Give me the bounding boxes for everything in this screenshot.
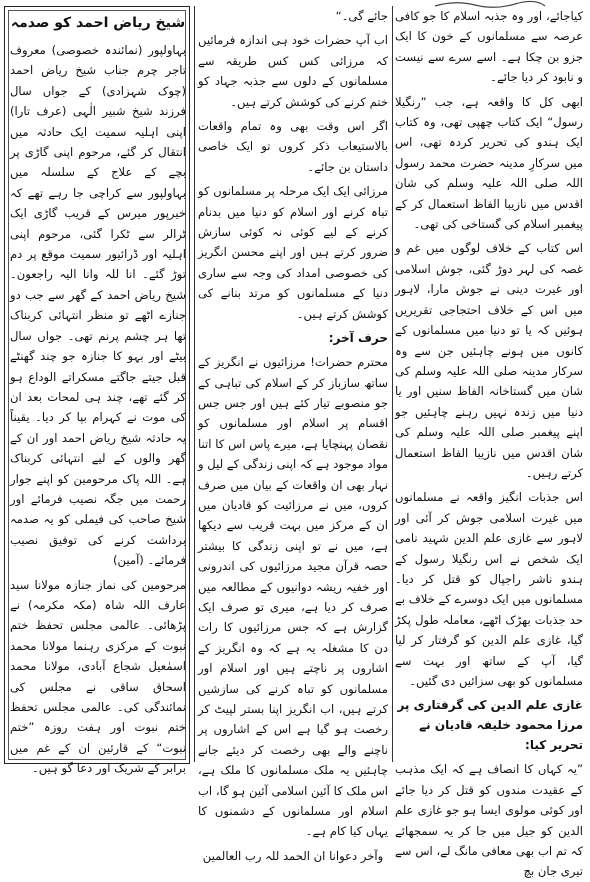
article-paragraph: کیاجائے، اور وہ جذبہ اسلام کا جو کافی عرصہ سے مسلمانوں کے خون کا ایک جزو بن چکا ہے۔ اسے سرے سے نیست و نابود کر دیا جائے۔ <box>395 9 583 85</box>
section-heading-final-word: حرف آخر: <box>328 331 388 346</box>
news-paragraph: بہاولپور (نمائندہ خصوصی) معروف تاجر چرم جناب شیخ ریاض احمد (چوک شہزادی) کے جواں سال فرزند شیخ شبیر الٰہی (عرف تارا) اپنی اہلیہ سمیت ایک حادثہ میں انتقال کر گئے، مرحوم اپنی گاڑی پر بچے کے علاج کے سلسلہ میں بہاولپور سے کراچی جا رہے تھے کہ خیرپور میرس کے قریب گاڑی ایک ٹرالر سے ٹکرا گئی، مرحوم اپنی اہلیہ اور ڈرائیور سمیت موقع پر دم توڑ گئے۔ انا للہ وانا الیہ راجعون۔ شیخ ریاض احمد کے گھر سے جب دو جنازے اٹھے تو منظر انتہائی کربناک تھا ہر چشم پرنم تھی۔ جواں سال بیٹے اور بہو کا جنازہ جو چند گھنٹے قبل جیتے جاگتے مسکراتے الوداع ہو کر گئے تھے، چند ہی لمحات بعد ان کی موت نے کہرام بپا کر دیا۔ یقیناً یہ حادثہ شیخ ریاض احمد اور ان کے گھر والوں کے لیے انتہائی کربناک ہے۔ اللہ پاک مرحومین کو اپنے جوار رحمت میں جگہ نصیب فرمائے اور شیخ صاحب کی فیملی کو یہ صدمہ برداشت کرنے کی توفیق نصیب فرمائے۔ (آمین) <box>10 43 186 568</box>
news-box <box>10 6 186 776</box>
article-paragraph: اب آپ حضرات خود ہی اندازہ فرمائیں کہ مرزائی کس کس طریقہ سے مسلمانوں کے دلوں سے جذبہ جہاد کو ختم کرنے کی کوشش کرتے ہیں۔ <box>198 33 388 109</box>
article-paragraph: محترم حضرات! مرزائیوں نے انگریز کے ساتھ سازباز کر کے اسلام کی تباہی کے جو منصوبے تیار کئے ہیں اور جس جس اقسام پر اسلام اور مسلمانوں کو نقصان پہنچایا ہے، میرے پاس اس کا اتنا مواد موجود ہے کہ اپنی زندگی کے لیل و نہار بھی ان واقعات کے بیان میں صرف کروں، میں نے مرزائیت کو قادیان میں ان کے مرکز میں بہت قریب سے دیکھا ہے، میں نے تو اپنی زندگی کا بیشتر حصہ قرآن مجید مرزائیوں کی اندرونی اور خفیہ ریشہ دوانیوں کے مطالعہ میں صرف کر دیا ہے، میری تو صرف ایک گزارش ہے کہ جس مرزائیوں کا رات دن کا مشغلہ یہ ہے کہ وہ انگریز کے اشاروں پر ناچتے ہیں اور اسلام اور مسلمانوں کو تباہ کرنے کی سازشیں کرتے ہیں، اب انگریز اپنا بستر لپیٹ کر رخصت ہو گیا ہے اس کے اشاروں پر ناچنے والے بھی رخصت کر دیئے جانے چاہئیں یہ ملک مسلمانوں کا ملک ہے، اس ملک کا آئین اسلامی آئین ہو گا، اب اسلام اور مسلمانوں کے دشمنوں کا یہاں کیا کام ہے۔ <box>198 355 388 839</box>
article-paragraph: اس کتاب کے خلاف لوگوں میں غم و غصہ کی لہر دوڑ گئی، جوش اسلامی اور غیرت دینی نے جوش مارا، لاہور میں اس کے خلاف احتجاجی تقریریں ہوئیں کہ یا تو دنیا میں مسلمانوں کے کانوں میں ہونے چاہئیں جن سے وہ سرکار مدینہ صلی اللہ علیہ وسلم کی شان میں گستاخانہ الفاظ سنیں اور یا دنیا میں زندہ نہیں رہنے چاہئیں جو اپنے پیغمبر صلی اللہ علیہ وسلم کی شان اقدس میں نازیبا الفاظ استعمال کرتے رہیں۔ <box>395 241 583 480</box>
article-column-right <box>395 6 583 879</box>
column-divider <box>392 6 393 762</box>
article-paragraph: جائے گی۔“ <box>335 9 388 23</box>
article-column-middle <box>198 6 388 863</box>
news-paragraph: مرحومین کی نماز جنازہ مولانا سید عارف اللہ شاہ (مکہ مکرمہ) نے پڑھائی۔ عالمی مجلس تحفظ ختم نبوت کے مرکزی رہنما مولانا محمد اسمٰعیل شجاع آبادی، مولانا محمد اسحاق ساقی نے مجلس کی نمائندگی کی۔ عالمی مجلس تحفظ ختم نبوت اور ہفت روزہ ”ختم نبوت“ کے قارئین ان کے غم میں برابر کے شریک اور دعا گو ہیں۔ <box>10 577 186 776</box>
closing-prayer: وآخر دعوانا ان الحمد للہ رب العالمین <box>202 848 384 863</box>
article-subheading: غازی علم الدین کی گرفتاری پر مرزا محمود خلیفہ قادیان نے تحریر کیا: <box>397 698 583 753</box>
news-headline: شیخ ریاض احمد کو صدمہ <box>10 15 186 31</box>
article-paragraph: ابھی کل کا واقعہ ہے، جب ”رنگیلا رسول“ ایک کتاب چھپی تھی، وہ کتاب ایک ہندو کی تحریر کردہ تھی، اس میں سرکارِ مدینہ حضرت محمد رسول اللہ صلی اللہ علیہ وسلم کی شان اقدس میں نازیبا الفاظ استعمال کر کے پیغمبر اسلام کی گستاخی کی تھی۔ <box>395 94 583 232</box>
article-paragraph: اس جذبات انگیز واقعہ نے مسلمانوں میں غیرت اسلامی جوش کر آئی اور لاہور سے غازی علم الدین شہید نامی ایک شخص نے اس رنگیلا رسول کے ہندو ناشر راجپال کو قتل کر دیا۔ مسلمانوں میں ایک دوسرے کے خلاف بے حد جذبات بھڑک اٹھے، معاملہ طول پکڑ گیا، غازی علم الدین کو گرفتار کر لیا گیا، آپ کے ساتھ اور بہت سے مسلمانوں کو بھی سزائیں دی گئیں۔ <box>395 490 583 688</box>
column-divider <box>194 6 195 762</box>
article-paragraph: اگر اس وقت بھی وہ تمام واقعات بالاستیعاب ذکر کروں تو ایک خاصی داستان بن جائے۔ <box>198 119 388 174</box>
article-quote: ”یہ کہاں کا انصاف ہے کہ ایک مذہب کے عقیدت مندوں کو قتل کر دیا جائے اور کوئی مولوی ایسا ہو جو غازی علم الدین کو جیل میں جا کر یہ سمجھائے کہ تم اب بھی معافی مانگ لے، اس سے تیری جان بچ <box>395 762 583 879</box>
article-paragraph: مرزائی ایک ایک مرحلہ پر مسلمانوں کو تباہ کرنے اور اسلام کو دنیا میں بدنام کرنے کے لیے کوئی نہ کوئی سازش ضرور کرتے ہیں اور اپنے محسن انگریز کی خصوصی امداد کی وجہ سے ساری دنیا کے مسلمانوں کو مرتد بنانے کی کوشش کرتے ہیں۔ <box>198 184 388 321</box>
